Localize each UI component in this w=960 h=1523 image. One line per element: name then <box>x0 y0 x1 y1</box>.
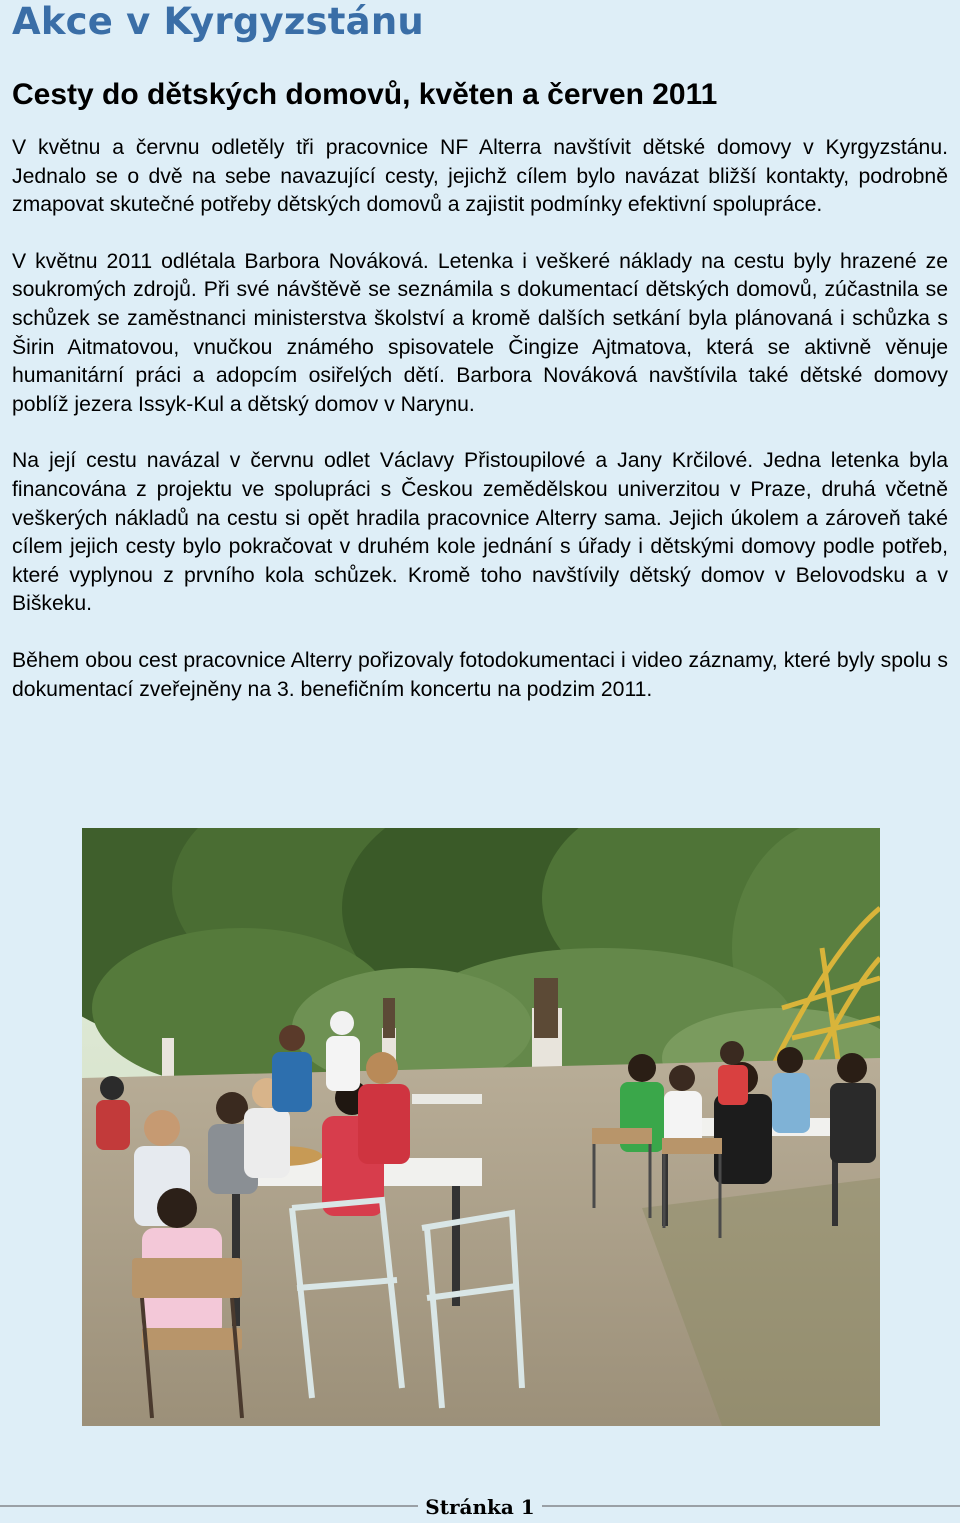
photo-illustration <box>82 828 880 1426</box>
paragraph-documentation: Během obou cest pracovnice Alterry pořizovaly fotodokumentaci i video záznamy, které byly spolu s dokumentací zveřejněny na 3. benefičním koncertu na podzim 2011. <box>12 648 948 701</box>
paragraph-may-trip: V květnu 2011 odlétala Barbora Nováková. Letenka i veškeré náklady na cestu byly hrazené ze soukromých zdrojů. Při své návštěvě se seznámila s dokumentací dětských domovů, zúčastnila se schůzek se zaměstnanci ministerstva školství a kromě dalších setkání byla plánovaná i schůzka s Širin Aitmatovou, vnučkou známého spisovatele Čingize Ajtmatova, která se aktivně věnuje humanitární práci a adopcím osiřelých dětí. Barbora Nováková navštívila také dětské domovy poblíž jezera Issyk-Kul a dětský domov v Narynu. <box>12 249 948 416</box>
paragraph-intro: V květnu a červnu odletěly tři pracovnice NF Alterra navštívit dětské domovy v Kyrgyzstánu. Jednalo se o dvě na sebe navazující cesty, jejichž cílem bylo navázat bližší kontakty, podrobně zmapovat skutečné potřeby dětských domovů a zajistit podmínky efektivní spolupráce. <box>12 136 948 217</box>
footer-rule-right <box>542 1505 960 1507</box>
photo-children-dining-outdoors <box>82 828 880 1426</box>
page-number: Stránka 1 <box>425 1495 535 1519</box>
section-title: Cesty do dětských domovů, květen a červen 2011 <box>12 78 718 111</box>
footer-rule-left <box>0 1505 418 1507</box>
page-title: Akce v Kyrgyzstánu <box>12 0 424 43</box>
paragraph-june-trip: Na její cestu navázal v červnu odlet Václavy Přistoupilové a Jany Krčilové. Jedna letenka byla financována z projektu ve spolupráci s Českou zemědělskou univerzitou v Praze, druhá včetně veškerých nákladů na cestu si opět hradila pracovnice Alterry sama. Jejich úkolem a zároveň také cílem jejich cesty bylo pokračovat v druhém kole jednání s úřady i dětskými domovy podle potřeb, které vyplynou z prvního kola schůzek. Kromě toho navštívily dětský domov v Belovodsku a v Biškeku. <box>12 449 948 616</box>
page-footer <box>0 1494 960 1520</box>
document-page <box>12 0 948 704</box>
